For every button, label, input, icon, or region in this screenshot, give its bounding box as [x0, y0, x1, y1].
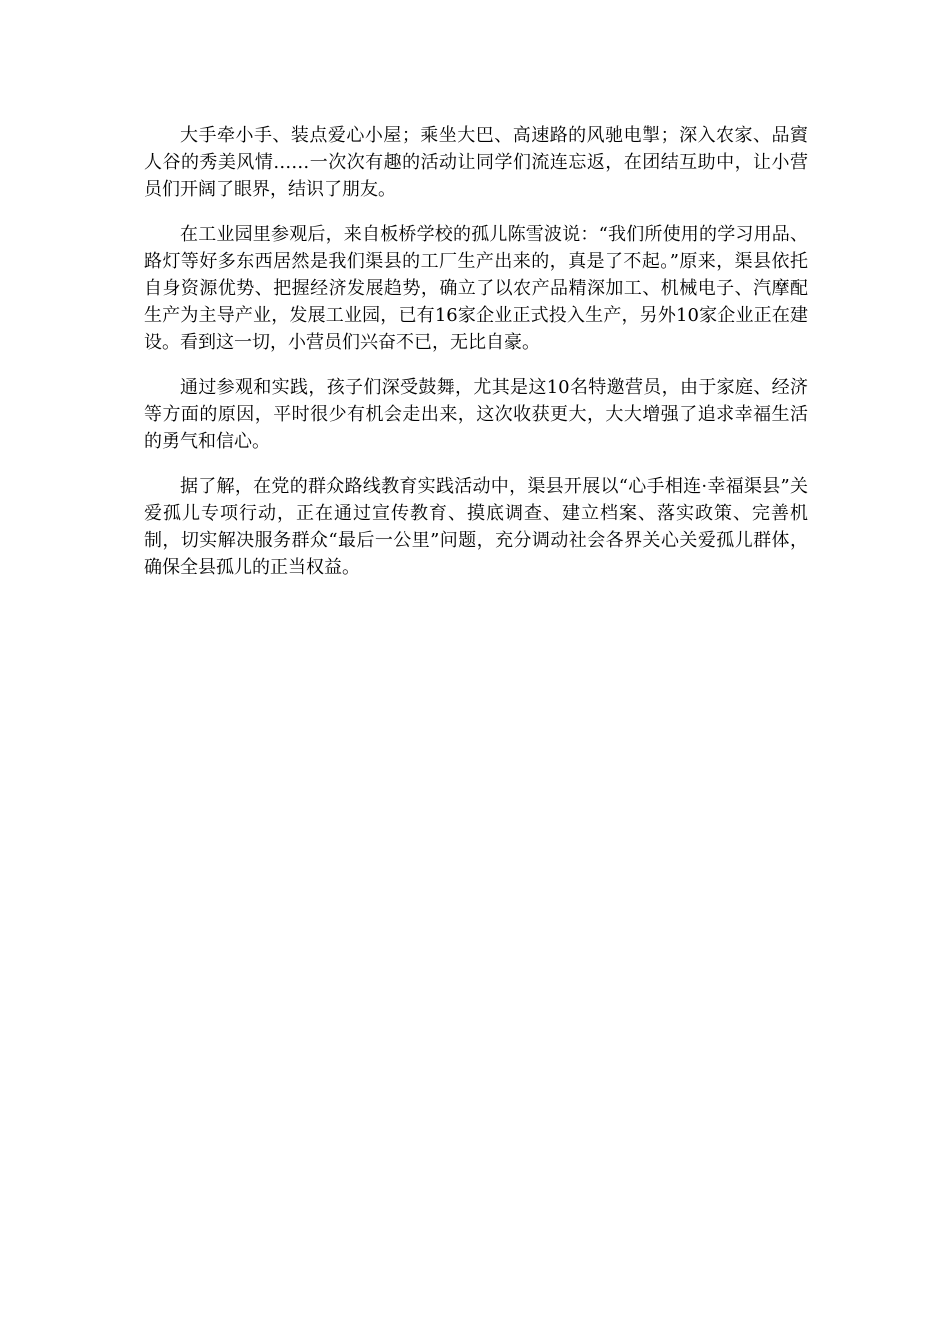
paragraph-2: 在工业园里参观后，来自板桥学校的孤儿陈雪波说：“我们所使用的学习用品、路灯等好多东西居然是我们渠县的工厂生产出来的，真是了不起。”原来，渠县依托自身资源优势、把握经济发展趋势，确立了以农产品精深加工、机械电子、汽摩配生产为主导产业，发展工业园，已有16家企业正式投入生产，另外10家企业正在建设。看到这一切，小营员们兴奋不已，无比自豪。	[144, 224, 808, 353]
paragraph-1: 大手牵小手、装点爱心小屋；乘坐大巴、高速路的风驰电掣；深入农家、品賨人谷的秀美风情……一次次有趣的活动让同学们流连忘返，在团结互助中，让小营员们开阔了眼界，结识了朋友。	[144, 125, 808, 200]
document-body	[144, 122, 808, 599]
paragraph-3: 通过参观和实践，孩子们深受鼓舞，尤其是这10名特邀营员，由于家庭、经济等方面的原因，平时很少有机会走出来，这次收获更大，大大增强了追求幸福生活的勇气和信心。	[144, 377, 808, 452]
paragraph-4: 据了解，在党的群众路线教育实践活动中，渠县开展以“心手相连·幸福渠县”关爱孤儿专项行动，正在通过宣传教育、摸底调查、建立档案、落实政策、完善机制，切实解决服务群众“最后一公里”问题，充分调动社会各界关心关爱孤儿群体，确保全县孤儿的正当权益。	[144, 476, 808, 578]
